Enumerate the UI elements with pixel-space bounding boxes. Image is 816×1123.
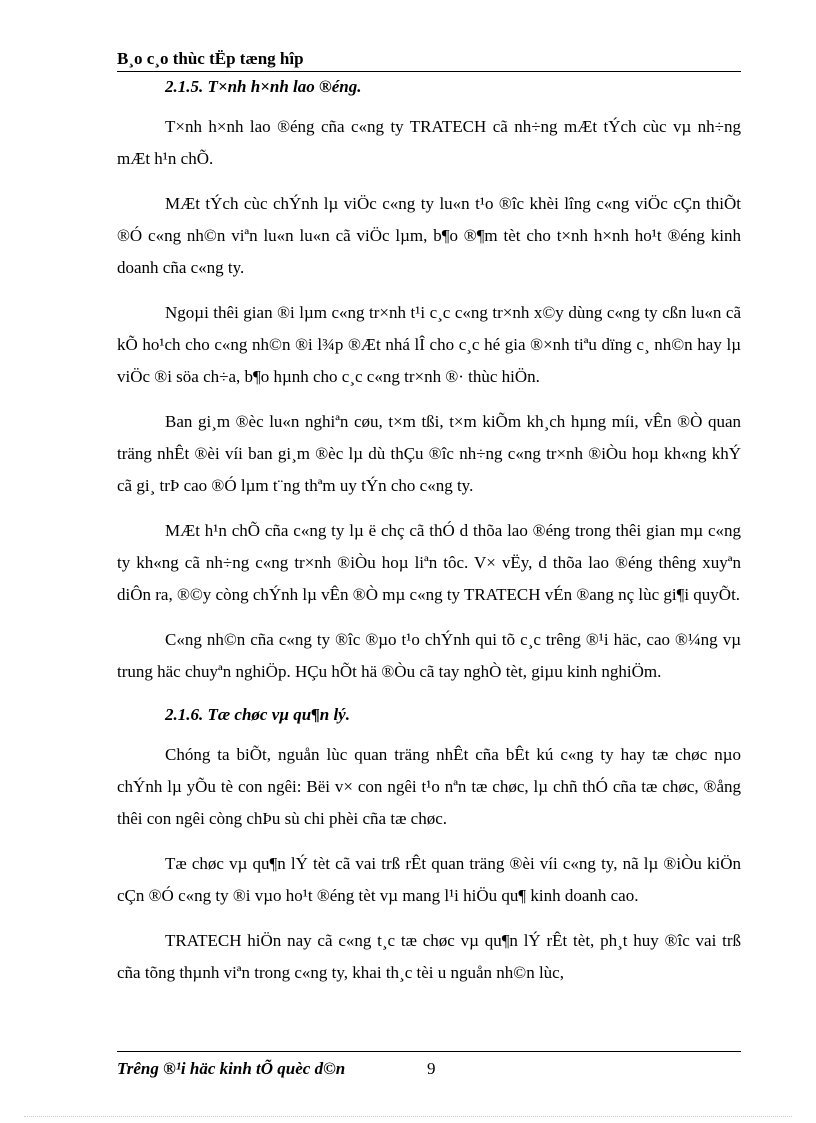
university-name: Trêng ®¹i häc kinh tÕ quèc d©n bbox=[117, 1059, 346, 1078]
paragraph: Ngoµi thêi gian ®i lµm c«ng tr×nh t¹i c¸c c«ng tr×nh x©y dùng c«ng ty cßn lu«n cã kÕ ho¹ch cho c«ng nh©n ®i l¾p ®Æt nhá lÎ cho c¸c hé gia ®×nh tiªu dïng c¸ nh©n hay lµ viÖc ®i söa ch÷a, b¶o hµnh cho c¸c c«ng tr×nh ®· thùc hiÖn. bbox=[117, 303, 741, 386]
paragraph: Ban gi¸m ®èc lu«n nghiªn cøu, t×m tßi, t×m kiÕm kh¸ch hµng míi, vÊn ®Ò quan träng nhÊt ®èi víi ban gi¸m ®èc lµ dù thÇu ®îc nh÷ng c«ng tr×nh ®iÒu hoµ kh«ng khÝ cã gi¸ trÞ cao ®Ó lµm t¨ng thªm uy tÝn cho c«ng ty. bbox=[117, 412, 741, 495]
section-heading-labor: 2.1.5. T×nh h×nh lao ®éng. bbox=[165, 77, 362, 96]
page-number: 9 bbox=[427, 1059, 436, 1078]
page-body bbox=[117, 72, 741, 989]
paragraph: T×nh h×nh lao ®éng cña c«ng ty TRATECH cã nh÷ng mÆt tÝch cùc vµ nh÷ng mÆt h¹n chÕ. bbox=[117, 117, 741, 168]
page-header bbox=[117, 48, 741, 72]
paragraph: MÆt tÝch cùc chÝnh lµ viÖc c«ng ty lu«n t¹o ®îc khèi lîng c«ng viÖc cÇn thiÕt ®Ó c«ng nh©n viªn lu«n lu«n cã viÖc lµm, b¶o ®¶m tèt cho t×nh h×nh ho¹t ®éng kinh doanh cña c«ng ty. bbox=[117, 194, 741, 277]
paragraph: MÆt h¹n chÕ cña c«ng ty lµ ë chç cã thÓ d thõa lao ®éng trong thêi gian mµ c«ng ty kh«ng cã nh÷ng c«ng tr×nh ®iÒu hoµ liªn tôc. V× vËy, d thõa lao ®éng thêng xuyªn diÔn ra, ®©y còng chÝnh lµ vÊn ®Ò mµ c«ng ty TRATECH vÉn ®ang nç lùc gi¶i quyÕt. bbox=[117, 521, 741, 604]
page-footer bbox=[117, 1051, 741, 1080]
paragraph: Chóng ta biÕt, nguån lùc quan träng nhÊt cña bÊt kú c«ng ty hay tæ chøc nµo chÝnh lµ yÕu tè con ngêi: Bëi v× con ngêi t¹o nªn tæ chøc, lµ chñ thÓ cña tæ chøc, ®ång thêi con ngêi còng chÞu sù chi phèi cña tæ chøc. bbox=[117, 745, 741, 828]
section-heading-organization: 2.1.6. Tæ chøc vµ qu¶n lý. bbox=[165, 705, 350, 724]
paragraph: TRATECH hiÖn nay cã c«ng t¸c tæ chøc vµ qu¶n lÝ rÊt tèt, ph¸t huy ®îc vai trß cña tõng thµnh viªn trong c«ng ty, khai th¸c tèi u nguån nh©n lùc, bbox=[117, 931, 741, 982]
report-title: B¸o c¸o thùc tËp tæng hîp bbox=[117, 49, 304, 68]
page-edge-divider bbox=[24, 1116, 792, 1117]
paragraph: C«ng nh©n cña c«ng ty ®îc ®µo t¹o chÝnh qui tõ c¸c trêng ®¹i häc, cao ®¼ng vµ trung häc chuyªn nghiÖp. HÇu hÕt hä ®Òu cã tay nghÒ tèt, giµu kinh nghiÖm. bbox=[117, 630, 741, 681]
paragraph: Tæ chøc vµ qu¶n lÝ tèt cã vai trß rÊt quan träng ®èi víi c«ng ty, nã lµ ®iÒu kiÖn cÇn ®Ó c«ng ty ®i vµo ho¹t ®éng tèt vµ mang l¹i hiÖu qu¶ kinh doanh cao. bbox=[117, 854, 741, 905]
